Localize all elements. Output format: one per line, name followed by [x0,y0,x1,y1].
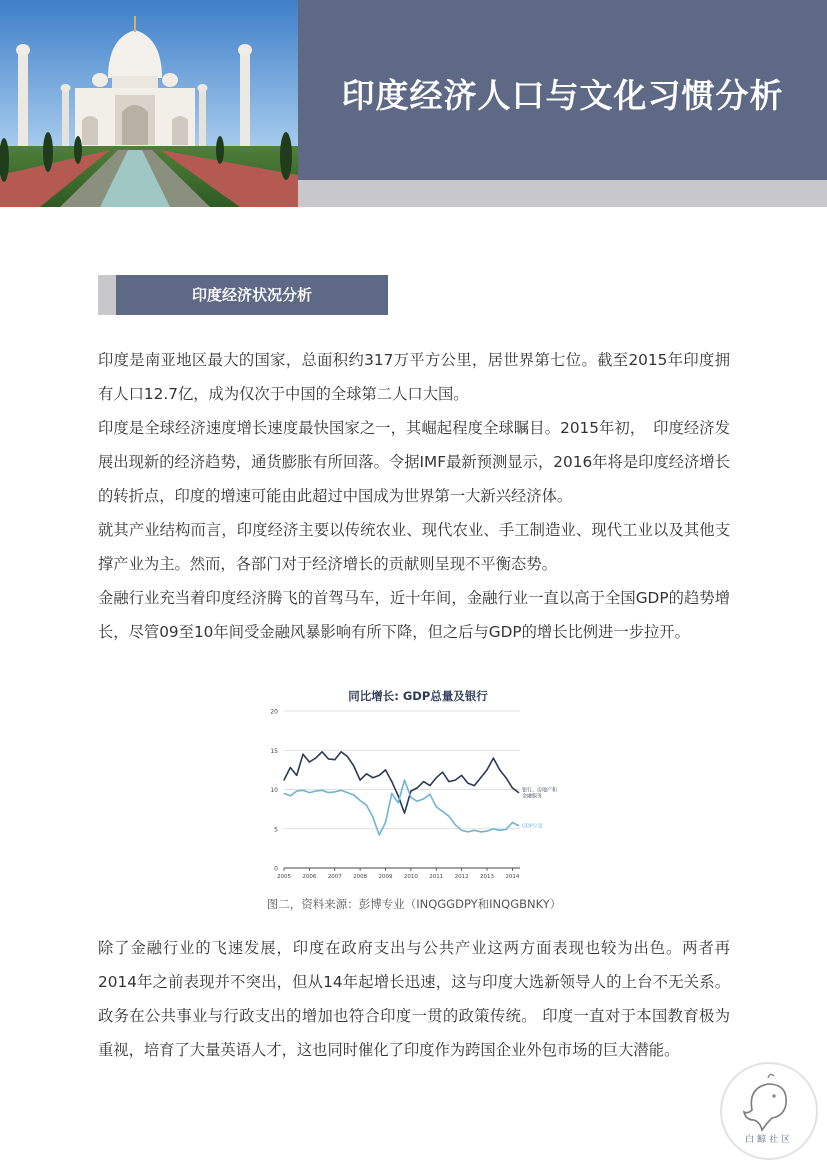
series-1-point [379,775,380,776]
series-2-point [398,802,399,803]
series-1-point [404,812,405,813]
y-tick-label-0: 0 [274,865,278,873]
series-2-point [340,790,341,791]
series-2-point [366,805,367,806]
chart-ticks [270,709,520,881]
legend-banking-line-1: 银行、房地产和 [522,787,558,794]
series-1-point [372,777,373,778]
series-1-point [486,769,487,770]
series-1-point [467,783,468,784]
paragraph-5: 除了金融行业的飞速发展，印度在政府支出与公共产业这两方面表现也较为出色。两者再2014年之前表现并不突出，但从14年起增长迅速，这与印度大选新领导人的上台不无关系。 政务在公共事业与行政支出的增加也符合印度一贯的政策传统。 印度一直对于本国教育极为重视，培育了大量英语人才，这也同时催化了印度作为跨国企业外包市场的巨大潜能。 [98,939,730,1059]
series-2-point [448,816,449,817]
series-2-point [385,822,386,823]
community-stamp [720,1062,818,1160]
series-1-point [505,777,506,778]
series-1-point [518,792,519,793]
series-1-point [429,785,430,786]
series-1-point [321,751,322,752]
paragraph-2: 印度是全球经济速度增长速度最快国家之一，其崛起程度全球瞩目。2015年初， 印度经济发展出现新的经济趋势，通货膨胀有所回落。令据IMF最新预测显示，2016年将是印度经济增长的转折点，印度的增速可能由此超过中国成为世界第一大新兴经济体。 [98,419,730,505]
series-2-point [309,792,310,793]
series-2-point [505,829,506,830]
y-tick-label-15: 15 [270,747,278,755]
series-1-point [436,777,437,778]
series-2-point [360,800,361,801]
series-2-point [391,793,392,794]
series-1-point [296,775,297,776]
series-2-point [404,779,405,780]
x-tick-label-2012: 2012 [454,874,469,880]
header-strip [298,180,827,207]
series-2-point [315,790,316,791]
series-line-2 [284,780,519,835]
series-1-point [290,767,291,768]
series-1-point [360,779,361,780]
chart-series [283,751,519,835]
series-2-point [423,798,424,799]
series-2-point [499,830,500,831]
series-2-point [296,790,297,791]
series-1-point [499,769,500,770]
y-tick-label-10: 10 [270,787,278,794]
series-1-point [283,779,284,780]
series-2-point [429,794,430,795]
x-tick-label-2009: 2009 [378,874,393,880]
series-2-point [486,831,487,832]
document-title: 印度经济人口与文化习惯分析 [341,76,784,115]
series-1-point [442,772,443,773]
x-tick-label-2008: 2008 [353,874,368,880]
chart-legend [522,787,557,830]
series-2-point [347,792,348,793]
series-2-point [283,793,284,794]
x-tick-label-2013: 2013 [480,874,495,880]
series-2-point [290,795,291,796]
series-2-point [379,834,380,835]
series-1-point [480,777,481,778]
series-1-point [334,759,335,760]
series-2-point [493,828,494,829]
series-2-point [436,806,437,807]
series-1-point [315,758,316,759]
x-tick-label-2014: 2014 [505,874,520,880]
growth-chart [268,682,568,882]
series-line-1 [284,752,519,813]
series-1-point [448,781,449,782]
series-1-point [455,779,456,780]
paragraph-4: 金融行业充当着印度经济腾飞的首驾马车，近十年间，金融行业一直以高于全国GDP的趋势增长，尽管09至10年间受金融风暴影响有所下降，但之后与GDP的增长比例进一步拉开。 [98,589,730,641]
growth-chart-svg [268,682,568,882]
figure-caption: 图二，资料来源：彭博专业（INQGGDPY和INQGBNKY） [266,897,562,911]
legend-gdp: GDP总量 [522,823,543,830]
x-tick-label-2010: 2010 [403,874,418,880]
series-2-point [321,790,322,791]
y-tick-label-20: 20 [270,708,278,716]
series-2-point [353,794,354,795]
series-1-point [347,756,348,757]
chart-title: 同比增长: GDP总量及银行 [348,689,488,703]
section-heading-label: 印度经济状况分析 [116,275,388,315]
x-tick-label-2006: 2006 [302,874,317,880]
taj-mahal-photo [0,0,298,207]
series-2-point [461,830,462,831]
series-2-point [334,791,335,792]
series-1-point [309,761,310,762]
series-1-point [366,773,367,774]
x-tick-label-2011: 2011 [429,874,444,880]
stamp-label: 白鲸社区 [744,1135,793,1145]
series-1-point [302,754,303,755]
series-1-point [493,758,494,759]
series-2-point [512,822,513,823]
series-1-point [328,758,329,759]
section-heading [98,275,388,315]
series-1-point [512,787,513,788]
x-tick-label-2007: 2007 [327,874,342,880]
series-2-point [467,831,468,832]
series-2-point [518,825,519,826]
taj-mahal-illustration [0,0,298,207]
series-2-point [328,792,329,793]
series-1-point [417,787,418,788]
series-2-point [302,790,303,791]
series-1-point [353,765,354,766]
series-2-point [417,801,418,802]
paragraph-3: 就其产业结构而言，印度经济主要以传统农业、现代农业、手工制造业、现代工业以及其他支撑产业为主。然而，各部门对于经济增长的贡献则呈现不平衡态势。 [98,521,730,573]
series-1-point [423,781,424,782]
series-2-point [442,811,443,812]
series-1-point [474,785,475,786]
series-1-point [410,790,411,791]
legend-banking-line-2: 金融服务 [522,793,543,800]
series-2-point [480,831,481,832]
paragraph-1: 印度是南亚地区最大的国家，总面积约317万平方公里，居世界第七位。截至2015年印度拥有人口12.7亿，成为仅次于中国的全球第二人口大国。 [98,351,730,403]
series-1-point [385,769,386,770]
series-1-point [398,795,399,796]
series-1-point [391,781,392,782]
series-1-point [340,751,341,752]
section-heading-accent [98,275,116,315]
series-2-point [474,830,475,831]
series-2-point [372,816,373,817]
series-2-point [410,797,411,798]
series-1-point [461,775,462,776]
series-2-point [455,824,456,825]
y-tick-label-5: 5 [274,826,278,834]
x-tick-label-2005: 2005 [277,874,291,880]
